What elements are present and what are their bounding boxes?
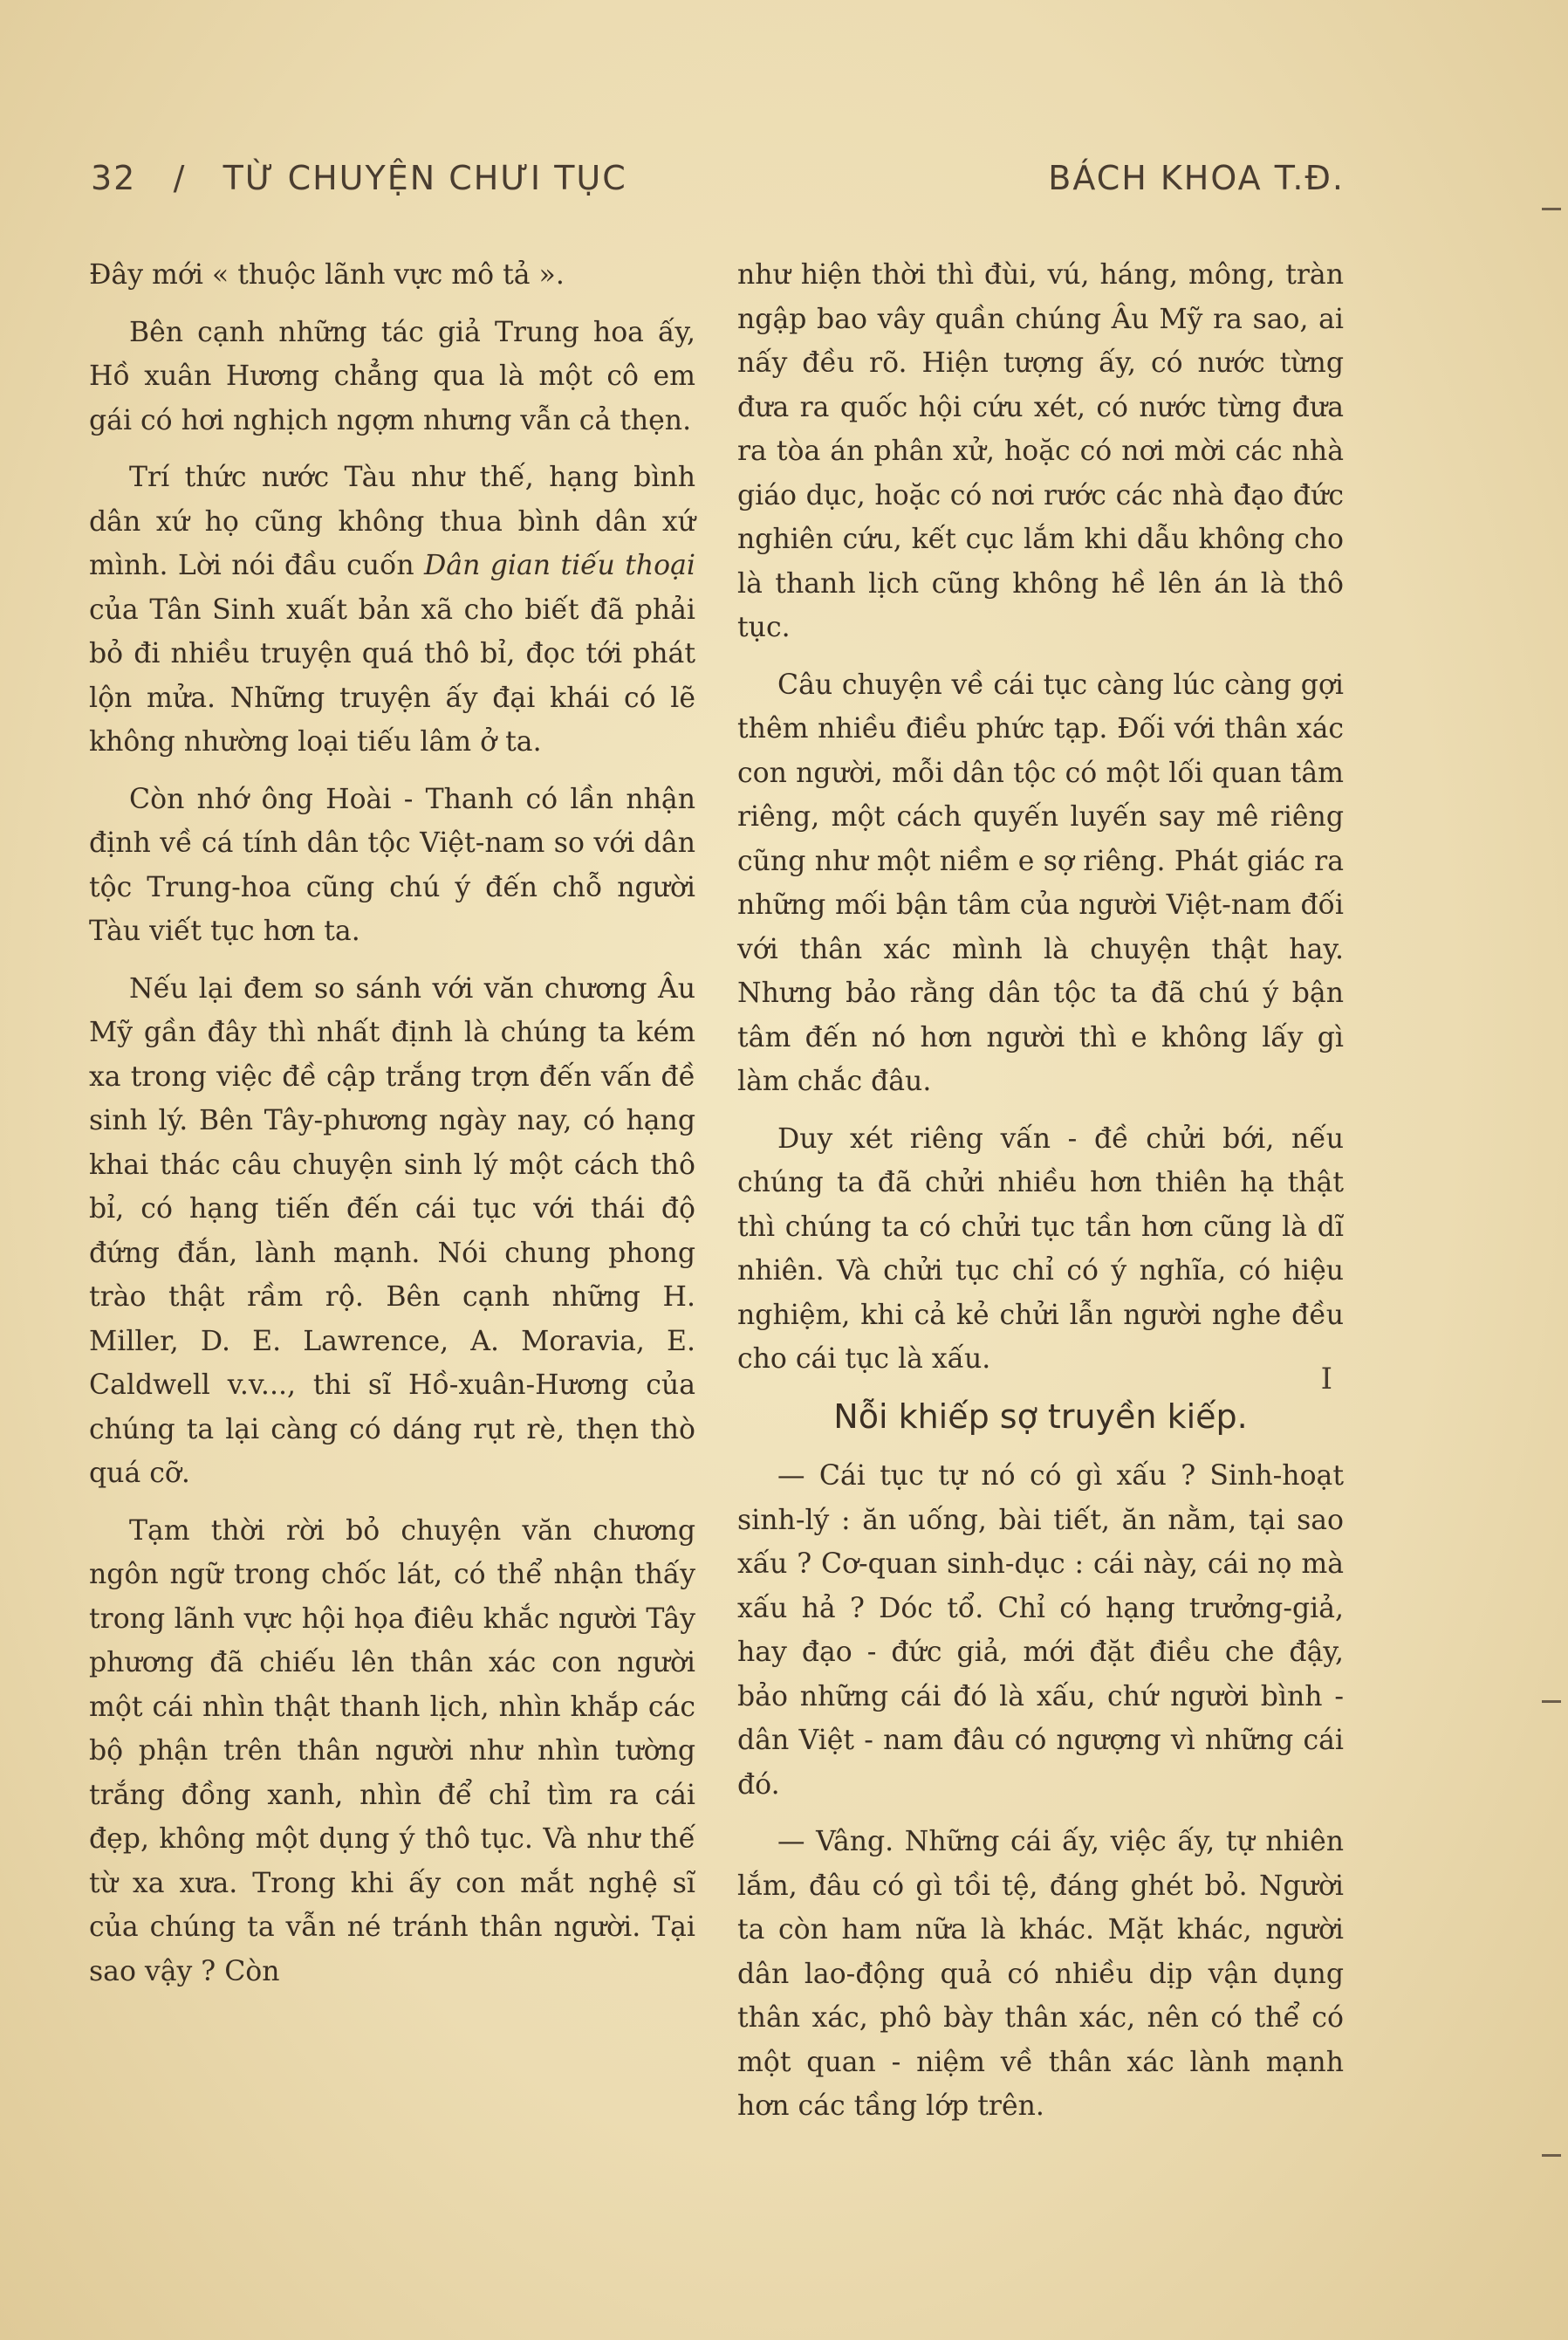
- paragraph: — Vâng. Những cái ấy, việc ấy, tự nhiên lắm, đâu có gì tồi tệ, đáng ghét bỏ. Người ta còn ham nữa là khác. Mặt khác, người dân lao-động quả có nhiều dịp vận dụng thân xác, phô bày thân xác, nên có thể có một quan - niệm về thân xác lành mạnh hơn các tầng lớp trên.: [737, 1826, 1344, 2122]
- section-title: TỪ CHUYỆN CHƯI TỤC: [223, 159, 627, 197]
- paragraph: — Cái tục tự nó có gì xấu ? Sinh-hoạt sinh-lý : ăn uống, bài tiết, ăn nằm, tại sao xấu ? Cơ-quan sinh-dục : cái này, cái nọ mà xấu hả ? Dóc tổ. Chỉ có hạng trưởng-giả, hay đạo - đức giả, mới đặt điều che đậy, bảo những cái đó là xấu, chứ người bình - dân Việt - nam đâu có ngượng vì những cái đó.: [737, 1460, 1344, 1801]
- margin-mark: I: [1320, 1362, 1332, 1396]
- page-number: 32: [91, 159, 137, 197]
- section-subheading: Nỗi khiếp sợ truyền kiếp.: [833, 1396, 1248, 1436]
- book-title: Dân gian tiếu thoại: [424, 550, 696, 581]
- paragraph: Đây mới « thuộc lãnh vực mô tả ».: [89, 259, 565, 291]
- header-left: [91, 159, 627, 197]
- publication-title: BÁCH KHOA T.Đ.: [1048, 159, 1345, 197]
- paragraph: như hiện thời thì đùi, vú, háng, mông, tràn ngập bao vây quần chúng Âu Mỹ ra sao, ai nấy đều rõ. Hiện tượng ấy, có nước từng đưa ra quốc hội cứu xét, có nước từng đưa ra tòa án phân xử, hoặc có nơi mời các nhà giáo dục, hoặc có nơi rước các nhà đạo đức nghiên cứu, kết cục lắm khi dẫu không cho là thanh lịch cũng không hề lên án là thô tục.: [737, 259, 1344, 643]
- paragraph: Câu chuyện về cái tục càng lúc càng gợi thêm nhiều điều phức tạp. Đối với thân xác con người, mỗi dân tộc có một lối quan tâm riêng, một cách quyến luyến say mê riêng cũng như một niềm e sợ riêng. Phát giác ra những mối bận tâm của người Việt-nam đối với thân xác mình là chuyện thật hay. Nhưng bảo rằng dân tộc ta đã chú ý bận tâm đến nó hơn người thì e không lấy gì làm chắc đâu.: [737, 669, 1344, 1097]
- paragraph-text: Trí thức nước Tàu như thế, hạng bình dân xứ họ cũng không thua bình dân xứ mình. Lời nói đầu cuốn: [89, 462, 695, 581]
- paragraph: Nếu lại đem so sánh với văn chương Âu Mỹ gần đây thì nhất định là chúng ta kém xa trong việc đề cập trắng trợn đến vấn đề sinh lý. Bên Tây-phương ngày nay, có hạng khai thác câu chuyện sinh lý một cách thô bỉ, có hạng tiến đến cái tục với thái độ đứng đắn, lành mạnh. Nói chung phong trào thật rầm rộ. Bên cạnh những H. Miller, D. E. Lawrence, A. Moravia, E. Caldwell v.v..., thi sĩ Hồ-xuân-Hương của chúng ta lại càng có dáng rụt rè, thẹn thò quá cỡ.: [89, 972, 695, 1489]
- paragraph: [89, 456, 695, 765]
- left-column: [89, 253, 695, 2007]
- right-column: [737, 253, 1344, 2142]
- margin-tick: [1542, 208, 1561, 210]
- paragraph-text: của Tân Sinh xuất bản xã cho biết đã phải bỏ đi nhiều truyện quá thô bỉ, đọc tới phát lộn mửa. Những truyện ấy đại khái có lẽ không nhường loại tiếu lâm ở ta.: [89, 594, 695, 758]
- running-header: [91, 159, 1345, 197]
- paragraph: Duy xét riêng vấn - đề chửi bới, nếu chúng ta đã chửi nhiều hơn thiên hạ thật thì chúng ta có chửi tục tần hơn cũng là dĩ nhiên. Và chửi tục chỉ có ý nghĩa, có hiệu nghiệm, khi cả kẻ chửi lẫn người nghe đều cho cái tục là xấu.: [737, 1122, 1344, 1375]
- margin-tick: [1542, 1700, 1561, 1703]
- paragraph: Bên cạnh những tác giả Trung hoa ấy, Hồ xuân Hương chẳng qua là một cô em gái có hơi nghịch ngợm nhưng vẫn cả thẹn.: [89, 316, 695, 436]
- margin-tick: [1542, 2154, 1561, 2157]
- paragraph: Còn nhớ ông Hoài - Thanh có lần nhận định về cá tính dân tộc Việt-nam so với dân tộc Trung-hoa cũng chú ý đến chỗ người Tàu viết tục hơn ta.: [89, 783, 695, 947]
- header-separator: /: [173, 159, 187, 197]
- paragraph: Tạm thời rời bỏ chuyện văn chương ngôn ngữ trong chốc lát, có thể nhận thấy trong lãnh vực hội họa điêu khắc người Tây phương đã chiếu lên thân xác con người một cái nhìn thật thanh lịch, nhìn khắp các bộ phận trên thân người như nhìn tường trắng đồng xanh, nhìn để chỉ tìm ra cái đẹp, không một dụng ý thô tục. Và như thế từ xa xưa. Trong khi ấy con mắt nghệ sĩ của chúng ta vẫn né tránh thân người. Tại sao vậy ? Còn: [89, 1514, 695, 1987]
